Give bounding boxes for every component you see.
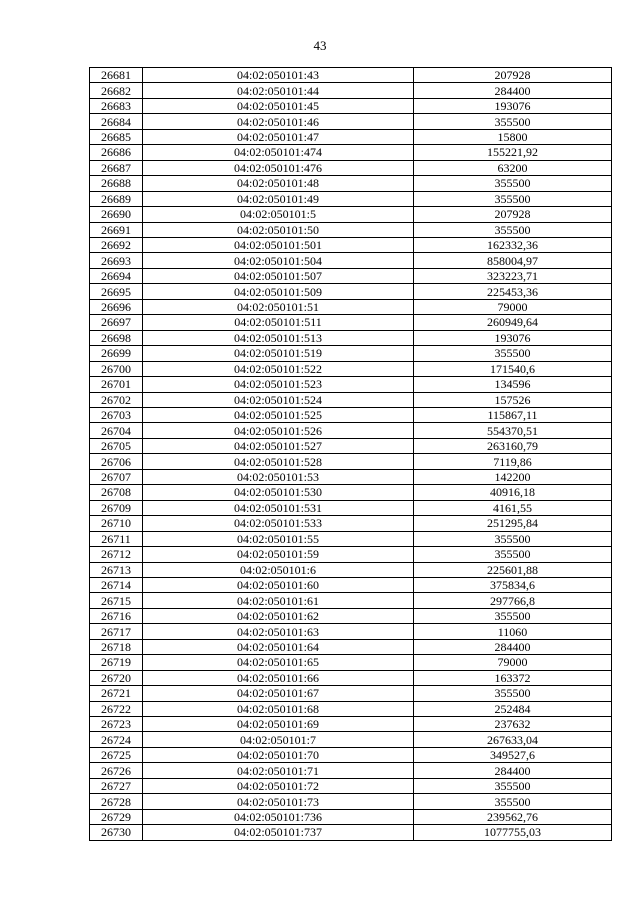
row-number-cell: 26698 <box>90 330 143 345</box>
row-number-cell: 26693 <box>90 253 143 268</box>
cadastral-number-cell: 04:02:050101:72 <box>143 778 414 793</box>
row-number-cell: 26706 <box>90 454 143 469</box>
table-row <box>90 485 612 500</box>
table-row <box>90 438 612 453</box>
cadastral-number-cell: 04:02:050101:737 <box>143 825 414 840</box>
cadastral-number-cell: 04:02:050101:476 <box>143 160 414 175</box>
table-row <box>90 268 612 283</box>
table-row <box>90 330 612 345</box>
table-row <box>90 531 612 546</box>
row-number-cell: 26683 <box>90 98 143 113</box>
table-row <box>90 191 612 206</box>
cadastral-number-cell: 04:02:050101:533 <box>143 516 414 531</box>
value-cell: 163372 <box>414 670 612 685</box>
value-cell: 162332,36 <box>414 237 612 252</box>
cadastral-number-cell: 04:02:050101:48 <box>143 176 414 191</box>
row-number-cell: 26692 <box>90 237 143 252</box>
table-row <box>90 284 612 299</box>
table-row <box>90 160 612 175</box>
table-row <box>90 500 612 515</box>
cadastral-number-cell: 04:02:050101:46 <box>143 114 414 129</box>
table-row <box>90 98 612 113</box>
cadastral-number-cell: 04:02:050101:530 <box>143 485 414 500</box>
cadastral-number-cell: 04:02:050101:67 <box>143 686 414 701</box>
table-row <box>90 825 612 840</box>
row-number-cell: 26727 <box>90 778 143 793</box>
table-row <box>90 809 612 824</box>
row-number-cell: 26728 <box>90 794 143 809</box>
value-cell: 323223,71 <box>414 268 612 283</box>
row-number-cell: 26686 <box>90 145 143 160</box>
cadastral-number-cell: 04:02:050101:55 <box>143 531 414 546</box>
table-row <box>90 778 612 793</box>
table-row <box>90 145 612 160</box>
value-cell: 284400 <box>414 763 612 778</box>
cadastral-number-cell: 04:02:050101:7 <box>143 732 414 747</box>
table-row <box>90 608 612 623</box>
row-number-cell: 26709 <box>90 500 143 515</box>
row-number-cell: 26717 <box>90 624 143 639</box>
table-row <box>90 222 612 237</box>
table-row <box>90 670 612 685</box>
cadastral-number-cell: 04:02:050101:61 <box>143 593 414 608</box>
value-cell: 79000 <box>414 655 612 670</box>
row-number-cell: 26702 <box>90 392 143 407</box>
row-number-cell: 26713 <box>90 562 143 577</box>
row-number-cell: 26684 <box>90 114 143 129</box>
table-row <box>90 129 612 144</box>
value-cell: 63200 <box>414 160 612 175</box>
table-row <box>90 253 612 268</box>
value-cell: 355500 <box>414 531 612 546</box>
table-row <box>90 176 612 191</box>
row-number-cell: 26707 <box>90 469 143 484</box>
table-row <box>90 207 612 222</box>
table-row <box>90 516 612 531</box>
row-number-cell: 26700 <box>90 361 143 376</box>
value-cell: 237632 <box>414 717 612 732</box>
row-number-cell: 26687 <box>90 160 143 175</box>
table-row <box>90 407 612 422</box>
value-cell: 225601,88 <box>414 562 612 577</box>
row-number-cell: 26681 <box>90 68 143 83</box>
cadastral-number-cell: 04:02:050101:527 <box>143 438 414 453</box>
row-number-cell: 26730 <box>90 825 143 840</box>
row-number-cell: 26697 <box>90 315 143 330</box>
value-cell: 355500 <box>414 176 612 191</box>
cadastral-number-cell: 04:02:050101:504 <box>143 253 414 268</box>
cadastral-number-cell: 04:02:050101:64 <box>143 639 414 654</box>
value-cell: 15800 <box>414 129 612 144</box>
table-row <box>90 655 612 670</box>
row-number-cell: 26696 <box>90 299 143 314</box>
value-cell: 40916,18 <box>414 485 612 500</box>
row-number-cell: 26724 <box>90 732 143 747</box>
cadastral-number-cell: 04:02:050101:528 <box>143 454 414 469</box>
table-row <box>90 423 612 438</box>
value-cell: 79000 <box>414 299 612 314</box>
cadastral-number-cell: 04:02:050101:5 <box>143 207 414 222</box>
cadastral-number-cell: 04:02:050101:45 <box>143 98 414 113</box>
value-cell: 858004,97 <box>414 253 612 268</box>
cadastral-number-cell: 04:02:050101:51 <box>143 299 414 314</box>
table-row <box>90 593 612 608</box>
row-number-cell: 26699 <box>90 346 143 361</box>
value-cell: 142200 <box>414 469 612 484</box>
table-row <box>90 717 612 732</box>
table-row <box>90 114 612 129</box>
table-row <box>90 701 612 716</box>
value-cell: 355500 <box>414 794 612 809</box>
value-cell: 554370,51 <box>414 423 612 438</box>
value-cell: 267633,04 <box>414 732 612 747</box>
cadastral-number-cell: 04:02:050101:474 <box>143 145 414 160</box>
table-body <box>90 68 612 841</box>
value-cell: 284400 <box>414 83 612 98</box>
value-cell: 355500 <box>414 547 612 562</box>
value-cell: 355500 <box>414 778 612 793</box>
cadastral-number-cell: 04:02:050101:526 <box>143 423 414 438</box>
value-cell: 171540,6 <box>414 361 612 376</box>
cadastral-number-cell: 04:02:050101:69 <box>143 717 414 732</box>
value-cell: 239562,76 <box>414 809 612 824</box>
value-cell: 193076 <box>414 98 612 113</box>
value-cell: 207928 <box>414 207 612 222</box>
row-number-cell: 26708 <box>90 485 143 500</box>
value-cell: 355500 <box>414 114 612 129</box>
row-number-cell: 26726 <box>90 763 143 778</box>
cadastral-number-cell: 04:02:050101:60 <box>143 577 414 592</box>
cadastral-number-cell: 04:02:050101:50 <box>143 222 414 237</box>
row-number-cell: 26725 <box>90 747 143 762</box>
table-row <box>90 315 612 330</box>
row-number-cell: 26688 <box>90 176 143 191</box>
row-number-cell: 26721 <box>90 686 143 701</box>
row-number-cell: 26695 <box>90 284 143 299</box>
table-row <box>90 454 612 469</box>
value-cell: 1077755,03 <box>414 825 612 840</box>
table-row <box>90 763 612 778</box>
row-number-cell: 26719 <box>90 655 143 670</box>
table-row <box>90 562 612 577</box>
cadastral-number-cell: 04:02:050101:47 <box>143 129 414 144</box>
table-row <box>90 794 612 809</box>
cadastral-number-cell: 04:02:050101:511 <box>143 315 414 330</box>
row-number-cell: 26718 <box>90 639 143 654</box>
row-number-cell: 26705 <box>90 438 143 453</box>
cadastral-number-cell: 04:02:050101:70 <box>143 747 414 762</box>
value-cell: 297766,8 <box>414 593 612 608</box>
value-cell: 260949,64 <box>414 315 612 330</box>
cadastral-number-cell: 04:02:050101:43 <box>143 68 414 83</box>
table-row <box>90 361 612 376</box>
row-number-cell: 26682 <box>90 83 143 98</box>
table-row <box>90 577 612 592</box>
row-number-cell: 26701 <box>90 377 143 392</box>
cadastral-number-cell: 04:02:050101:507 <box>143 268 414 283</box>
cadastral-number-cell: 04:02:050101:53 <box>143 469 414 484</box>
row-number-cell: 26711 <box>90 531 143 546</box>
row-number-cell: 26712 <box>90 547 143 562</box>
row-number-cell: 26710 <box>90 516 143 531</box>
value-cell: 134596 <box>414 377 612 392</box>
cadastral-number-cell: 04:02:050101:6 <box>143 562 414 577</box>
cadastral-number-cell: 04:02:050101:501 <box>143 237 414 252</box>
row-number-cell: 26703 <box>90 407 143 422</box>
table-row <box>90 469 612 484</box>
value-cell: 355500 <box>414 686 612 701</box>
cadastral-number-cell: 04:02:050101:531 <box>143 500 414 515</box>
table-row <box>90 83 612 98</box>
cadastral-number-cell: 04:02:050101:44 <box>143 83 414 98</box>
cadastral-number-cell: 04:02:050101:523 <box>143 377 414 392</box>
value-cell: 355500 <box>414 346 612 361</box>
value-cell: 284400 <box>414 639 612 654</box>
cadastral-number-cell: 04:02:050101:519 <box>143 346 414 361</box>
table-row <box>90 686 612 701</box>
value-cell: 355500 <box>414 608 612 623</box>
row-number-cell: 26704 <box>90 423 143 438</box>
cadastral-number-cell: 04:02:050101:68 <box>143 701 414 716</box>
value-cell: 207928 <box>414 68 612 83</box>
row-number-cell: 26689 <box>90 191 143 206</box>
value-cell: 355500 <box>414 222 612 237</box>
cadastral-number-cell: 04:02:050101:522 <box>143 361 414 376</box>
value-cell: 7119,86 <box>414 454 612 469</box>
row-number-cell: 26722 <box>90 701 143 716</box>
table-row <box>90 377 612 392</box>
row-number-cell: 26715 <box>90 593 143 608</box>
value-cell: 355500 <box>414 191 612 206</box>
value-cell: 11060 <box>414 624 612 639</box>
cadastral-number-cell: 04:02:050101:63 <box>143 624 414 639</box>
row-number-cell: 26720 <box>90 670 143 685</box>
value-cell: 225453,36 <box>414 284 612 299</box>
value-cell: 155221,92 <box>414 145 612 160</box>
table-row <box>90 299 612 314</box>
value-cell: 263160,79 <box>414 438 612 453</box>
table-row <box>90 747 612 762</box>
table-row <box>90 346 612 361</box>
cadastral-number-cell: 04:02:050101:509 <box>143 284 414 299</box>
cadastral-number-cell: 04:02:050101:524 <box>143 392 414 407</box>
table-row <box>90 639 612 654</box>
cadastral-number-cell: 04:02:050101:736 <box>143 809 414 824</box>
cadastral-number-cell: 04:02:050101:513 <box>143 330 414 345</box>
value-cell: 4161,55 <box>414 500 612 515</box>
value-cell: 349527,6 <box>414 747 612 762</box>
value-cell: 193076 <box>414 330 612 345</box>
row-number-cell: 26690 <box>90 207 143 222</box>
data-table <box>89 67 612 841</box>
table-row <box>90 732 612 747</box>
row-number-cell: 26714 <box>90 577 143 592</box>
table-row <box>90 624 612 639</box>
row-number-cell: 26694 <box>90 268 143 283</box>
table-row <box>90 547 612 562</box>
table-row <box>90 68 612 83</box>
cadastral-number-cell: 04:02:050101:71 <box>143 763 414 778</box>
row-number-cell: 26723 <box>90 717 143 732</box>
value-cell: 252484 <box>414 701 612 716</box>
row-number-cell: 26685 <box>90 129 143 144</box>
cadastral-number-cell: 04:02:050101:59 <box>143 547 414 562</box>
table-row <box>90 237 612 252</box>
value-cell: 115867,11 <box>414 407 612 422</box>
cadastral-number-cell: 04:02:050101:66 <box>143 670 414 685</box>
page-number: 43 <box>313 38 327 53</box>
cadastral-number-cell: 04:02:050101:62 <box>143 608 414 623</box>
cadastral-number-cell: 04:02:050101:49 <box>143 191 414 206</box>
cadastral-number-cell: 04:02:050101:65 <box>143 655 414 670</box>
cadastral-number-cell: 04:02:050101:73 <box>143 794 414 809</box>
value-cell: 157526 <box>414 392 612 407</box>
value-cell: 251295,84 <box>414 516 612 531</box>
value-cell: 375834,6 <box>414 577 612 592</box>
row-number-cell: 26716 <box>90 608 143 623</box>
table-row <box>90 392 612 407</box>
row-number-cell: 26729 <box>90 809 143 824</box>
row-number-cell: 26691 <box>90 222 143 237</box>
cadastral-number-cell: 04:02:050101:525 <box>143 407 414 422</box>
